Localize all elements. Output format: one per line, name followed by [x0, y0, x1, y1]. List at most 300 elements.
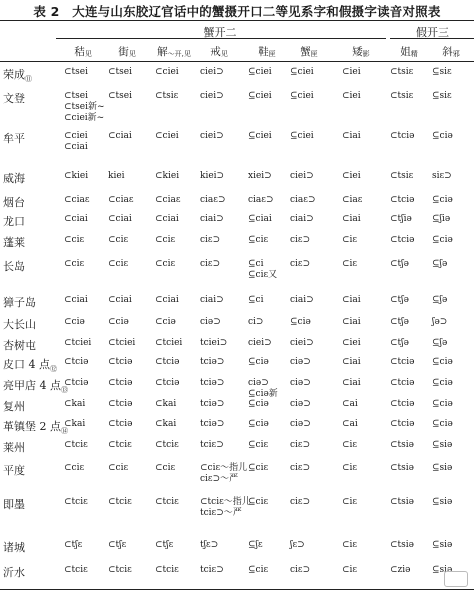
footnote-mark: ⑪ [25, 75, 32, 84]
column-header [62, 44, 104, 59]
table-cell [248, 259, 277, 281]
table-cell [390, 440, 414, 451]
table-cell [342, 419, 358, 430]
table-cell [64, 497, 88, 508]
table-cell [432, 259, 447, 270]
reading-text: ⊂iai [342, 295, 361, 305]
reading-text: ciɛ⊃ [290, 235, 311, 245]
table-cell [200, 91, 224, 102]
place-label: 即墨 [3, 498, 25, 511]
table-cell [248, 317, 263, 328]
column-header [430, 44, 472, 59]
table-cell [64, 195, 90, 206]
column-header-char: 斜 [442, 46, 453, 58]
column-header [288, 44, 330, 59]
table-cell [290, 540, 305, 551]
reading-text: ⊂iai [342, 378, 361, 388]
table-cell [342, 171, 361, 182]
reading-text: ⊂tciə [155, 378, 180, 388]
column-header-char: 秸 [74, 46, 85, 58]
reading-text: ⊂tciə [155, 357, 180, 367]
reading-text: ⊂tciə [390, 419, 415, 429]
reading-text: ciɛ⊃ [290, 440, 311, 450]
reading-text: ⊂tsiə [390, 497, 414, 507]
table-cell [248, 463, 268, 474]
reading-text: ⊂kai [64, 419, 86, 429]
table-cell [390, 235, 414, 246]
reading-text: ⊂tsei [64, 91, 88, 101]
column-header [198, 44, 240, 59]
top-rule [0, 20, 474, 21]
place-name [3, 170, 25, 186]
reading-text: ⊂tciei [64, 338, 92, 348]
place-label: 蓬莱 [3, 236, 25, 249]
reading-text: ⊂iɛ [342, 565, 358, 575]
reading-text: tciɛ⊃～严 [200, 508, 242, 518]
table-cell [432, 131, 453, 142]
table-cell [390, 317, 409, 328]
reading-text: ⊂tʃɛ [108, 540, 127, 550]
reading-text: ⊂ciai [64, 295, 88, 305]
reading-text: ⊂tciə [390, 399, 415, 409]
reading-text: ⊂ciai [108, 214, 132, 224]
table-cell [432, 317, 447, 328]
reading-text: ⊂tʃɛ [64, 540, 83, 550]
table-cell [155, 440, 179, 451]
reading-text: ⊂tʃə [390, 259, 409, 269]
reading-text: ⊂ciaɛ [64, 195, 90, 205]
reading-text: ⊂kiei [64, 171, 89, 181]
table-cell [200, 399, 224, 410]
place-name [3, 418, 68, 436]
table-cell [64, 440, 88, 451]
reading-text: ⊂kai [64, 399, 86, 409]
place-name [3, 377, 68, 395]
reading-text: ⊂tciɛ [155, 440, 179, 450]
column-header-subscript: 匣 [268, 50, 276, 58]
table-cell [290, 171, 314, 182]
table-cell [342, 540, 357, 551]
reading-text: tʃɛ⊃ [200, 540, 219, 550]
table-cell [432, 235, 453, 246]
reading-text: ⊂iɛ [342, 440, 358, 450]
column-header [388, 44, 430, 59]
table-cell [200, 565, 224, 576]
table-cell [290, 235, 310, 246]
reading-text: ciə⊃ [290, 419, 311, 429]
reading-text: ciɛ⊃ [290, 463, 311, 473]
reading-text: tciə⊃ [200, 399, 225, 409]
reading-text: ⊂ciei [64, 131, 88, 141]
table-cell [64, 91, 105, 124]
place-label: 烟台 [3, 196, 25, 209]
column-header [246, 44, 288, 59]
reading-text: ciaɛ⊃ [290, 195, 316, 205]
reading-text: ⊆siɛ [432, 91, 452, 101]
reading-text: ʃɛ⊃ [290, 540, 305, 550]
reading-text: ⊂ciai [108, 295, 132, 305]
reading-text: ⊆ciei [248, 131, 272, 141]
table-cell [155, 295, 179, 306]
reading-text: ⊆ʃə [432, 338, 448, 348]
reading-text: ⊂tsiə [390, 440, 414, 450]
table-cell [155, 67, 179, 78]
table-cell [342, 259, 357, 270]
place-label: 长岛 [3, 260, 25, 273]
reading-text: ⊂tsiɛ [155, 91, 179, 101]
place-label: 龙口 [3, 215, 25, 228]
reading-text: ⊆ʃiə [432, 214, 451, 224]
reading-text: ⊆ciɛ [248, 463, 269, 473]
reading-text: ciei⊃ [290, 171, 314, 181]
column-header-char: 戒 [210, 46, 221, 58]
column-header-subscript: 匣 [310, 50, 318, 58]
table-cell [290, 317, 311, 328]
reading-text: ⊂tʃə [390, 338, 409, 348]
table-cell [342, 357, 361, 368]
reading-text: ⊆ciə [432, 357, 453, 367]
place-name [3, 462, 25, 478]
place-label: 复州 [3, 400, 25, 413]
table-cell [200, 67, 224, 78]
table-cell [108, 463, 128, 474]
place-label: 皮口 4 点 [3, 358, 50, 371]
table-cell [155, 357, 179, 368]
table-cell [390, 214, 412, 225]
table-cell [390, 497, 414, 508]
reading-text: ⊆ciɛ [248, 440, 269, 450]
table-cell [432, 497, 452, 508]
reading-text: ciɛ⊃ [290, 565, 311, 575]
table-cell [390, 91, 413, 102]
table-cell [390, 338, 409, 349]
reading-text: ⊂ai [342, 419, 358, 429]
reading-text: ⊂tciɛ [64, 497, 88, 507]
reading-text: ⊂ciei [155, 131, 179, 141]
table-cell [290, 399, 311, 410]
table-cell [248, 399, 269, 410]
reading-text: ⊂tciə [64, 378, 89, 388]
reading-text: ciə⊃ [290, 378, 311, 388]
reading-text: ciai⊃ [290, 214, 314, 224]
reading-text: ⊆ciei [290, 131, 314, 141]
bottom-rule [0, 589, 474, 590]
table-cell [108, 378, 132, 389]
reading-text: ⊆ʃə [432, 295, 448, 305]
place-name [3, 66, 32, 84]
table-cell [290, 419, 311, 430]
table-cell [108, 295, 132, 306]
reading-text: ⊂iai [342, 131, 361, 141]
reading-text: ⊂iei [342, 91, 361, 101]
reading-text: siɛ⊃ [432, 171, 452, 181]
reading-text: tciə⊃ [200, 357, 225, 367]
table-cell [108, 214, 132, 225]
reading-text: ⊂tʃə [390, 295, 409, 305]
reading-text: ciə⊃ [290, 399, 311, 409]
reading-text: ⊂tsiə [390, 540, 414, 550]
column-header-subscript: 影 [362, 50, 370, 58]
table-cell [248, 497, 268, 508]
reading-text: ⊂ciə [64, 317, 85, 327]
table-cell [432, 171, 452, 182]
table-cell [108, 440, 132, 451]
reading-text: ⊆ciə [248, 419, 269, 429]
table-cell [108, 91, 132, 102]
table-cell [200, 419, 224, 430]
reading-text: ⊂tʃə [390, 317, 409, 327]
reading-text: ⊆ciɛ [248, 565, 269, 575]
table-cell [64, 378, 88, 389]
reading-text: ⊂tʃiə [390, 214, 412, 224]
table-cell [155, 565, 179, 576]
column-header-char: 姐 [400, 46, 411, 58]
table-cell [155, 463, 175, 474]
reading-text: ⊆ciə新 [248, 389, 278, 399]
reading-text: ciei⊃ [248, 338, 272, 348]
column-header-subscript: 见 [84, 50, 92, 58]
table-cell [248, 419, 269, 430]
reading-text: ⊆ciei [290, 91, 314, 101]
reading-text: ci⊃ [248, 317, 264, 327]
table-cell [342, 497, 357, 508]
reading-text: ciɛ⊃ [290, 497, 311, 507]
reading-text: ⊂ciai [108, 131, 132, 141]
table-cell [155, 419, 176, 430]
group-header-jia: 假开三 [416, 26, 449, 39]
table-cell [200, 131, 224, 142]
table-cell [390, 295, 409, 306]
table-cell [248, 171, 272, 182]
place-name [3, 213, 25, 229]
table-cell [390, 540, 414, 551]
table-cell [290, 91, 314, 102]
reading-text: ciə⊃ [290, 357, 311, 367]
table-cell [248, 131, 272, 142]
table-cell [342, 317, 361, 328]
table-cell [248, 195, 274, 206]
reading-text: ⊂tsiɛ [390, 91, 414, 101]
place-name [3, 130, 25, 146]
reading-text: ⊂tciɛ [108, 565, 132, 575]
reading-text: ⊂ciə [155, 317, 176, 327]
column-header-subscript: 精 [410, 50, 418, 58]
table-cell [342, 463, 357, 474]
table-cell [432, 91, 452, 102]
table-cell [432, 378, 453, 389]
place-name [3, 564, 25, 580]
table-cell [248, 565, 268, 576]
table-cell [200, 440, 224, 451]
place-label: 沂水 [3, 566, 25, 579]
table-cell [200, 378, 224, 389]
place-name [3, 337, 36, 353]
table-cell [108, 497, 132, 508]
reading-text: ciɛ⊃ [200, 235, 221, 245]
reading-text: ʃə⊃ [432, 317, 448, 327]
reading-text: ⊂ciai [155, 295, 179, 305]
reading-text: ⊆siə [432, 540, 453, 550]
table-cell [155, 171, 179, 182]
table-cell [248, 295, 263, 306]
table-cell [64, 565, 88, 576]
reading-text: ⊆ciɛ [248, 497, 269, 507]
reading-text: ⊂tciɛ [155, 497, 179, 507]
reading-text: kiei⊃ [200, 171, 225, 181]
table-cell [108, 317, 129, 328]
table-cell [64, 171, 88, 182]
reading-text: ⊂tciə [108, 419, 133, 429]
reading-text: ⊆ciei [248, 67, 272, 77]
table-cell [390, 378, 414, 389]
reading-text: ⊂iai [342, 317, 361, 327]
reading-text: ciai⊃ [200, 295, 224, 305]
reading-text: ⊂ciɛ～指儿 [200, 463, 248, 473]
table-cell [64, 67, 88, 78]
reading-text: ⊂tciə [108, 399, 133, 409]
reading-text: ciei⊃ [200, 91, 224, 101]
table-cell [200, 295, 224, 306]
reading-text: ⊆ciə [432, 235, 453, 245]
table-cell [108, 419, 132, 430]
table-cell [64, 419, 85, 430]
reading-text: ⊆ciei [248, 91, 272, 101]
place-name [3, 316, 36, 332]
reading-text: ciɛ⊃ [200, 259, 221, 269]
column-header-subscript: 见 [128, 50, 136, 58]
column-header-char: 鞋 [258, 46, 269, 58]
reading-text: tciə⊃ [200, 419, 225, 429]
reading-text: ciə⊃ [200, 317, 221, 327]
table-cell [342, 67, 361, 78]
reading-text: ⊂ciɛ [64, 259, 85, 269]
reading-text: ⊂iei [342, 171, 361, 181]
reading-text: ⊂ciɛ [64, 235, 85, 245]
reading-text: ciaɛ⊃ [200, 195, 226, 205]
table-cell [390, 357, 414, 368]
reading-text: ciei⊃ [290, 338, 314, 348]
place-label: 牟平 [3, 132, 25, 145]
column-header-char: 矮 [352, 46, 363, 58]
reading-text: kiei [108, 171, 125, 181]
table-cell [432, 67, 452, 78]
place-label: 威海 [3, 172, 25, 185]
table-cell [248, 440, 268, 451]
place-label: 平度 [3, 464, 25, 477]
reading-text: ⊆ciɛ [248, 235, 269, 245]
table-cell [290, 295, 314, 306]
reading-text: ⊂tsiɛ [390, 171, 414, 181]
reading-text: ⊆ciai [248, 214, 272, 224]
footnote-mark: ⑫ [50, 365, 57, 374]
reading-text: ⊆ciei [290, 67, 314, 77]
reading-text: ⊂tciɛ～指儿 [200, 497, 251, 507]
column-header [153, 44, 195, 59]
reading-text: ⊂ciɛ [155, 463, 176, 473]
table-cell [290, 440, 310, 451]
column-header-char: 蟹 [300, 46, 311, 58]
table-cell [248, 67, 272, 78]
table-cell [248, 235, 268, 246]
table-cell [342, 131, 361, 142]
place-name [3, 439, 25, 455]
table-cell [200, 317, 221, 328]
table-cell [432, 540, 452, 551]
reading-text: ⊆ciə [290, 317, 311, 327]
reading-text: ⊆siə [432, 440, 453, 450]
reading-text: ⊂ciai [155, 214, 179, 224]
table-cell [200, 463, 247, 485]
reading-text: ⊂tciɛ [64, 440, 88, 450]
place-label: 诸城 [3, 541, 25, 554]
reading-text: ⊂iai [342, 214, 361, 224]
reading-text: ⊂ciɛ [108, 235, 129, 245]
reading-text: ⊆siə [432, 463, 453, 473]
reading-text: ⊂ciɛ [108, 463, 129, 473]
table-cell [200, 540, 218, 551]
reading-text: xiei⊃ [248, 171, 272, 181]
reading-text: ⊂ciai [64, 214, 88, 224]
table-cell [155, 399, 176, 410]
reading-text: ciɛ⊃ [290, 259, 311, 269]
reading-text: ⊂tciɛ [108, 497, 132, 507]
table-cell [390, 195, 414, 206]
table-cell [432, 399, 453, 410]
reading-text: ⊂ciei [155, 67, 179, 77]
table-cell [200, 235, 220, 246]
reading-text: ⊂kai [155, 419, 177, 429]
table-cell [108, 565, 132, 576]
reading-text: ⊂kai [155, 399, 177, 409]
table-cell [342, 338, 361, 349]
table-cell [290, 338, 314, 349]
place-name [3, 234, 25, 250]
table-cell [290, 378, 311, 389]
table-cell [290, 565, 310, 576]
table-title: 表 2 大连与山东胶辽官话中的蟹摄开口二等见系字和假摄字读音对照表 [33, 4, 441, 19]
reading-text: ⊂tciə [108, 378, 133, 388]
reading-text: ⊆ciə [432, 378, 453, 388]
table-cell [108, 171, 125, 182]
column-header-subscript: 邪 [452, 50, 460, 58]
table-cell [64, 317, 85, 328]
column-header-char: 街 [118, 46, 129, 58]
reading-text: ⊂tciei [155, 338, 183, 348]
table-cell [432, 214, 450, 225]
table-cell [200, 259, 220, 270]
table-cell [248, 214, 272, 225]
table-cell [155, 91, 178, 102]
reading-text: ⊂ciai [64, 142, 88, 152]
table-cell [64, 463, 84, 474]
reading-text: ⊂ciaɛ [155, 195, 181, 205]
place-label: 莱州 [3, 441, 25, 454]
reading-text: ⊂iei [342, 338, 361, 348]
table-cell [64, 131, 88, 153]
reading-text: ⊆ʃə [432, 259, 448, 269]
table-cell [64, 357, 88, 368]
reading-text: ⊂tciɛ [155, 565, 179, 575]
reading-text: ⊂tsiɛ [390, 67, 414, 77]
table-cell [108, 540, 126, 551]
table-cell [390, 67, 413, 78]
table-cell [155, 317, 176, 328]
table-cell [390, 131, 414, 142]
table-cell [200, 338, 227, 349]
table-cell [432, 357, 453, 368]
reading-text: ⊂tciə [390, 131, 415, 141]
reading-text: ⊂tciə [390, 195, 415, 205]
